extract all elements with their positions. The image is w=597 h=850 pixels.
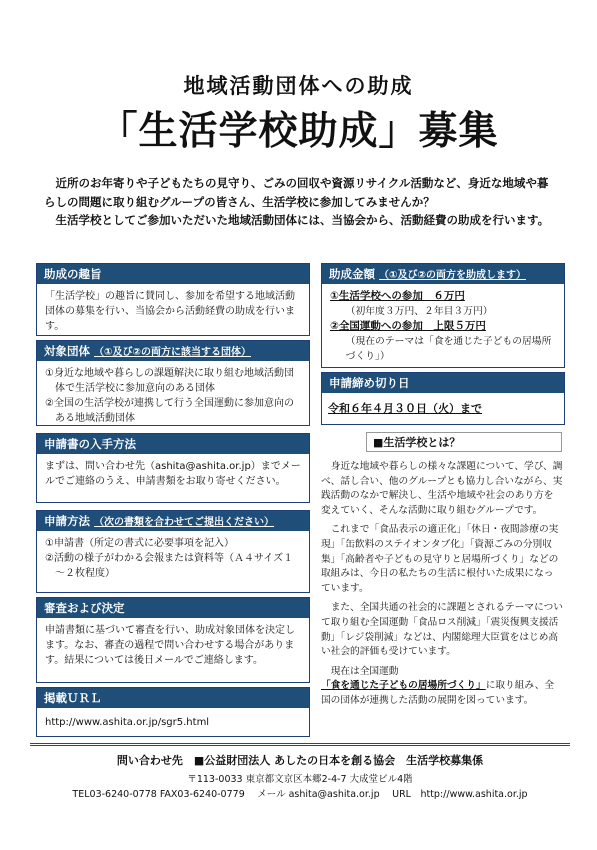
getform-heading: 申請書の入手方法 <box>37 434 309 454</box>
deadline-heading: 申請締め切り日 <box>322 373 564 393</box>
target-item: ①身近な地域や暮らしの課題解決に取り組む地域活動団体で生活学校に参加意向のある団体 <box>45 368 294 394</box>
review-heading: 審査および決定 <box>37 598 309 618</box>
target-heading <box>37 341 309 361</box>
deadline-value: 令和６年４月３０日（火）まで <box>328 402 482 415</box>
page-title: 「生活学校助成」募集 <box>98 109 499 154</box>
intro-paragraph: 近所のお年寄りや子どもたちの見守り、ごみの回収や資源リサイクル活動など、身近な地域や暮らしの問題に取り組むグループの皆さん、生活学校に参加してみませんか？ <box>44 176 549 209</box>
footer-phone: TEL03-6240-0778 FAX03-6240-0779 メール ashita@ashita.or.jp URL http://www.ashita.or.jp <box>72 789 528 800</box>
url-link[interactable]: http://www.ashita.or.jp/sgr5.html <box>45 717 210 728</box>
about-text: に取り組み、全国の団体が連携した活動の展開を図っています。 <box>321 680 555 706</box>
target-heading-sub: （①及び②の両方に該当する団体） <box>94 347 251 358</box>
method-section <box>36 510 310 593</box>
amount-heading <box>322 264 564 284</box>
footer <box>30 743 570 802</box>
getform-section <box>36 433 310 503</box>
purpose-body: 「生活学校」の趣旨に賛同し、参加を希望する地域活動団体の募集を行い、当協会から活動経費の助成を行います。 <box>45 291 295 332</box>
amount-note: （現在のテーマは「食を通じた子どもの居場所づくり」） <box>345 336 552 362</box>
amount-item: ①生活学校への参加 ６万円 <box>330 290 465 302</box>
about-paragraph: 身近な地域や暮らしの様々な課題について、学び、調べ、話し合い、他のグループとも協力し合いながら、実践活動のなかで解決し、生活や地域や社会のあり方を変えていく、そんな活動に取り組むグループです。 <box>321 461 563 516</box>
url-heading: 掲載ＵＲＬ <box>37 688 309 708</box>
target-section <box>36 340 310 426</box>
amount-heading-label: 助成金額 <box>329 267 375 281</box>
getform-body: まずは、問い合わせ先（ashita@ashita.or.jp）までメールでご連絡のうえ、申請書類をお取り寄せください。 <box>45 461 301 487</box>
url-section <box>36 687 310 737</box>
target-item: ②全国の生活学校が連携して行う全国運動に参加意向のある地域活動団体 <box>45 398 294 424</box>
about-paragraph: また、全国共通の社会的に課題とされるテーマについて取り組む全国運動「食品ロス削減」「震災復興支援活動」「レジ袋削減」などは、内閣総理大臣賞をはじめ高い社会的評価も受けています。 <box>321 602 563 658</box>
target-heading-label: 対象団体 <box>44 344 90 358</box>
about-text: 現在は全国運動 <box>330 665 399 677</box>
review-body: 申請書類に基づいて審査を行い、助成対象団体を決定します。なお、審査の過程で問い合わせする場合があります。結果については後日メールでご連絡します。 <box>45 625 295 666</box>
amount-item: ②全国運動への参加 上限５万円 <box>330 320 486 332</box>
intro-text <box>44 174 556 230</box>
about-paragraph <box>321 665 563 709</box>
purpose-heading: 助成の趣旨 <box>37 264 309 284</box>
deadline-section <box>321 372 565 425</box>
amount-heading-sub: （①及び②の両方を助成します） <box>379 270 526 281</box>
about-section <box>321 432 563 736</box>
purpose-section <box>36 263 310 336</box>
page-subtitle: 地域活動団体への助成 <box>183 74 414 98</box>
method-heading <box>37 511 309 531</box>
amount-note: （初年度３万円、２年目３万円） <box>345 306 493 317</box>
review-section <box>36 597 310 683</box>
method-item: ②活動の様子がわかる会報または資料等（Ａ４サイズ１～２枚程度） <box>45 553 294 579</box>
amount-section <box>321 263 565 368</box>
about-body <box>321 460 563 714</box>
intro-paragraph: 生活学校としてご参加いただいた地域活動団体には、当協会から、活動経費の助成を行います。 <box>55 213 550 227</box>
footer-contact: 問い合わせ先 ■公益財団法人 あしたの日本を創る協会 生活学校募集係 <box>116 754 484 767</box>
method-heading-sub: （次の書類を合わせてご提出ください） <box>94 517 275 528</box>
method-item: ①申請書（所定の書式に必要事項を記入） <box>45 538 234 549</box>
about-heading: ■生活学校とは？ <box>366 432 562 452</box>
about-highlight: 「食を通じた子どもの居場所づくり」 <box>321 680 486 692</box>
about-paragraph: これまで「食品表示の適正化」「休日・夜間診療の実現」「缶飲料のステイオンタブ化」「資源ごみの分別収集」「高齢者や子どもの見守りと居場所づくり」などの取組みは、今日の私たちの生活に根付いた成果になっています。 <box>321 524 559 594</box>
footer-address: 〒113-0033 東京都文京区本郷2-4-7 大成堂ビル4階 <box>187 774 413 785</box>
method-heading-label: 申請方法 <box>44 514 90 528</box>
